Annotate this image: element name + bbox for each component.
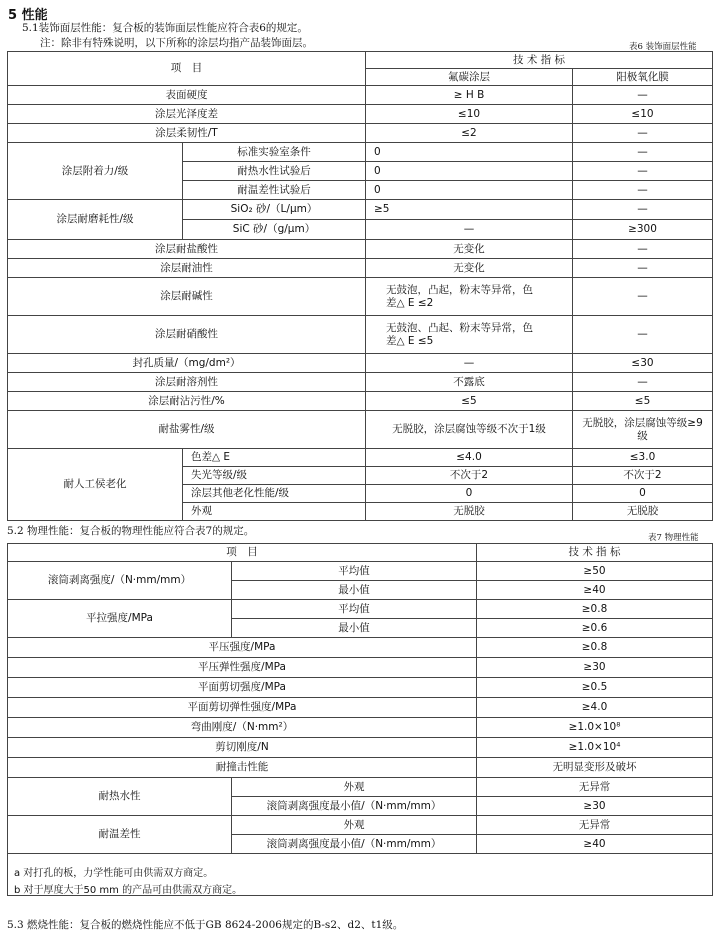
- table-6: [7, 51, 713, 521]
- table-row: [8, 124, 713, 143]
- table-cell: 无脱胶，涂层腐蚀等级不次于1级: [366, 411, 573, 449]
- table-cell: 平均值: [232, 600, 477, 619]
- table-cell: 滚筒剥离强度最小值/（N·mm/mm）: [232, 797, 477, 816]
- table-row: [8, 373, 713, 392]
- table-cell: 无明显变形及破坏: [477, 758, 713, 778]
- table-cell: 耐盐雾性/级: [8, 411, 366, 449]
- table-cell: 0: [366, 181, 573, 200]
- table-cell: ≥40: [477, 581, 713, 600]
- table-cell: 0: [366, 485, 573, 503]
- table-cell: 涂层耐碱性: [8, 278, 366, 316]
- table-cell: 平拉强度/MPa: [8, 600, 232, 638]
- table6-caption: 表6 装饰面层性能: [629, 42, 697, 52]
- table-row: [8, 354, 713, 373]
- table-cell: 平压弹性强度/MPa: [8, 658, 477, 678]
- table-cell: 涂层耐溶剂性: [8, 373, 366, 392]
- table7-note-a: a 对打孔的板，力学性能可由供需双方商定。: [14, 868, 214, 879]
- section-5-2-text: 5.2 物理性能：复合板的物理性能应符合表7的规定。: [7, 525, 255, 537]
- table-cell: 外观: [232, 778, 477, 797]
- table-row: [8, 758, 713, 778]
- table-cell: ≥30: [477, 797, 713, 816]
- table-cell: SiO₂ 砂/（L/μm）: [183, 200, 366, 220]
- table7-note-b: b 对于厚度大于50 mm 的产品可由供需双方商定。: [14, 885, 243, 896]
- table-row: [8, 698, 713, 718]
- table-cell: 剪切刚度/N: [8, 738, 477, 758]
- table-cell: 涂层耐硝酸性: [8, 316, 366, 354]
- table-cell: 涂层柔韧性/T: [8, 124, 366, 143]
- table-cell: 弯曲刚度/（N·mm²）: [8, 718, 477, 738]
- table-row: [8, 778, 713, 797]
- table7-caption: 表7 物理性能: [648, 533, 699, 543]
- table-cell: 表面硬度: [8, 86, 366, 105]
- table-row: [8, 816, 713, 835]
- table-row: [8, 86, 713, 105]
- table-cell: 色差△ E: [183, 449, 366, 467]
- table-cell: —: [366, 220, 573, 240]
- table-cell: 无脱胶: [573, 503, 713, 521]
- table-row: [8, 143, 713, 162]
- table-cell: —: [573, 316, 713, 354]
- table-cell: 涂层其他老化性能/级: [183, 485, 366, 503]
- table-cell: 无脱胶: [366, 503, 573, 521]
- table-row: [8, 240, 713, 259]
- table-row: [8, 678, 713, 698]
- table-cell: ≤5: [573, 392, 713, 411]
- table6-header-item: 项 目: [8, 52, 366, 86]
- table-row: [8, 278, 713, 316]
- table-cell: 耐温差性试验后: [183, 181, 366, 200]
- table-cell: 无脱胶，涂层腐蚀等级≥9级: [573, 411, 713, 449]
- table-row: [8, 411, 713, 449]
- table-cell: 平均值: [232, 562, 477, 581]
- table-cell: ≥0.6: [477, 619, 713, 638]
- table-cell: ≥300: [573, 220, 713, 240]
- table-row: [8, 105, 713, 124]
- table6-header-anodized: 阳极氧化膜: [573, 69, 713, 86]
- table-cell: —: [573, 278, 713, 316]
- table-cell: 耐热水性试验后: [183, 162, 366, 181]
- table-cell: —: [573, 162, 713, 181]
- table-cell: 0: [366, 162, 573, 181]
- table-cell: 无鼓泡，凸起，粉末等异常，色差△ E ≤2: [366, 278, 573, 316]
- table6-header-fluorocarbon: 氟碳涂层: [366, 69, 573, 86]
- table-cell: 封孔质量/（mg/dm²）: [8, 354, 366, 373]
- table-cell: ≥1.0×10⁸: [477, 718, 713, 738]
- table-row: [8, 600, 713, 619]
- table-cell: 无变化: [366, 259, 573, 278]
- table-cell: ≤10: [366, 105, 573, 124]
- table-row: [8, 259, 713, 278]
- section-title: 5 性能: [8, 8, 48, 23]
- table-row: [8, 392, 713, 411]
- table-row: [8, 718, 713, 738]
- table-cell: 0: [573, 485, 713, 503]
- table-cell: 最小值: [232, 581, 477, 600]
- table-cell: 失光等级/级: [183, 467, 366, 485]
- table-row: [8, 562, 713, 581]
- table-cell: 平面剪切强度/MPa: [8, 678, 477, 698]
- table-cell: ≥1.0×10⁴: [477, 738, 713, 758]
- table-cell: ≤10: [573, 105, 713, 124]
- table-cell: ≤30: [573, 354, 713, 373]
- table-cell: —: [573, 240, 713, 259]
- table6-header-spec: 技 术 指 标: [366, 52, 713, 69]
- table7-header-spec: 技 术 指 标: [477, 544, 713, 562]
- table-cell: ≥5: [366, 200, 573, 220]
- table-row: [8, 738, 713, 758]
- table-cell: 耐人工侯老化: [8, 449, 183, 521]
- table-cell: —: [366, 354, 573, 373]
- table-cell: —: [573, 86, 713, 105]
- table-cell: ≥40: [477, 835, 713, 854]
- table-row: [8, 200, 713, 220]
- table-cell: 耐温差性: [8, 816, 232, 854]
- table-cell: 标准实验室条件: [183, 143, 366, 162]
- table-cell: 涂层耐盐酸性: [8, 240, 366, 259]
- table-7: [7, 543, 713, 896]
- table-cell: ≥0.5: [477, 678, 713, 698]
- table-cell: 不露底: [366, 373, 573, 392]
- section-5-1-note: 注：除非有特殊说明，以下所称的涂层均指产品装饰面层。: [40, 37, 313, 49]
- table-cell: —: [573, 259, 713, 278]
- table-cell: 平面剪切弹性强度/MPa: [8, 698, 477, 718]
- table-cell: 涂层光泽度差: [8, 105, 366, 124]
- table-cell: ≥30: [477, 658, 713, 678]
- table-cell: 无异常: [477, 816, 713, 835]
- table-cell: 不次于2: [366, 467, 573, 485]
- table-cell: ≤3.0: [573, 449, 713, 467]
- table-cell: 滚筒剥离强度/（N·mm/mm）: [8, 562, 232, 600]
- table-cell: 涂层耐磨耗性/级: [8, 200, 183, 240]
- table-row: [8, 449, 713, 467]
- table-cell: 外观: [232, 816, 477, 835]
- table-cell: 不次于2: [573, 467, 713, 485]
- table7-header-item: 项 目: [8, 544, 477, 562]
- table-cell: 涂层耐沾污性/%: [8, 392, 366, 411]
- table-cell: ≥50: [477, 562, 713, 581]
- table-cell: —: [573, 124, 713, 143]
- table-cell: —: [573, 200, 713, 220]
- table-cell: ≥0.8: [477, 600, 713, 619]
- table-cell: —: [573, 181, 713, 200]
- section-5-3-text: 5.3 燃烧性能：复合板的燃烧性能应不低于GB 8624-2006规定的B-s2、d2、t1级。: [7, 919, 404, 931]
- table-cell: —: [573, 143, 713, 162]
- table-cell: —: [573, 373, 713, 392]
- table-cell: 无变化: [366, 240, 573, 259]
- table-cell: 滚筒剥离强度最小值/（N·mm/mm）: [232, 835, 477, 854]
- table-cell: 无鼓泡、凸起、粉末等异常，色差△ E ≤5: [366, 316, 573, 354]
- table-cell: ≤5: [366, 392, 573, 411]
- table-cell: SiC 砂/（g/μm）: [183, 220, 366, 240]
- table-cell: ≥0.8: [477, 638, 713, 658]
- table-row: [8, 638, 713, 658]
- table-cell: 耐热水性: [8, 778, 232, 816]
- table-cell: 外观: [183, 503, 366, 521]
- table-cell: ≤2: [366, 124, 573, 143]
- table-cell: 耐撞击性能: [8, 758, 477, 778]
- table-cell: ≥4.0: [477, 698, 713, 718]
- table-cell: 0: [366, 143, 573, 162]
- table-cell: ≥ H B: [366, 86, 573, 105]
- table-cell: 无异常: [477, 778, 713, 797]
- table-cell: 涂层附着力/级: [8, 143, 183, 200]
- section-5-1-text: 5.1装饰面层性能：复合板的装饰面层性能应符合表6的规定。: [22, 22, 308, 34]
- table-row: [8, 658, 713, 678]
- table-cell: ≤4.0: [366, 449, 573, 467]
- table-row: [8, 316, 713, 354]
- table-cell: 最小值: [232, 619, 477, 638]
- table-cell: 平压强度/MPa: [8, 638, 477, 658]
- table-cell: 涂层耐油性: [8, 259, 366, 278]
